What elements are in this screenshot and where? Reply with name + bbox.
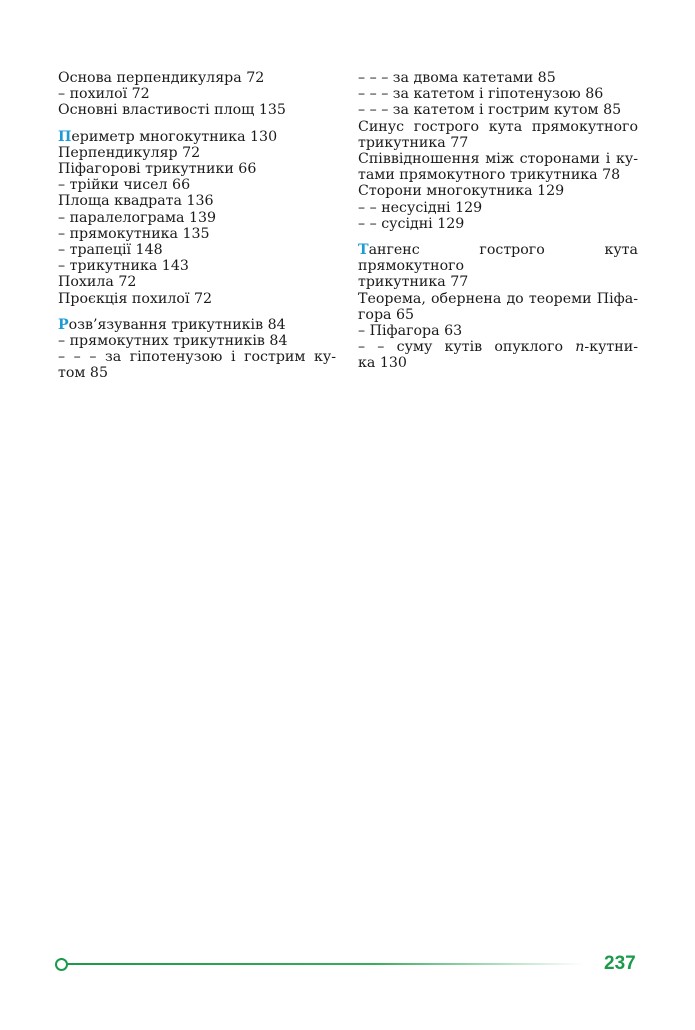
section-letter: Т xyxy=(358,242,369,259)
index-entry: Проєкція похилої 72 xyxy=(58,290,213,307)
index-entry: Співвідношення між сторонами і ку- xyxy=(358,151,638,168)
index-entry: трикутника 77 xyxy=(358,134,469,151)
index-entry: Синус гострого кута прямокутного xyxy=(358,118,638,135)
index-entry: Тангенс гострого кута прямокутного xyxy=(358,242,638,275)
index-entry: тами прямокутного трикутника 78 xyxy=(358,167,621,184)
index-entry: Основа перпендикуляра 72 xyxy=(58,70,265,86)
index-entry: – – несусідні 129 xyxy=(358,199,483,216)
index-column-left xyxy=(58,70,336,382)
index-entry: – – – за катетом і гострим кутом 85 xyxy=(358,102,622,119)
index-entry: – прямокутника 135 xyxy=(58,225,210,242)
index-entry: Площа квадрата 136 xyxy=(58,193,214,210)
footer-rule xyxy=(63,963,583,965)
index-entry: трикутника 77 xyxy=(358,274,469,291)
index-entry: Сторони многокутника 129 xyxy=(358,183,565,200)
index-entry: – трапеції 148 xyxy=(58,242,163,259)
footer-circle-ornament xyxy=(55,958,68,971)
index-entry: Похила 72 xyxy=(58,274,137,291)
index-entry: гора 65 xyxy=(358,306,415,323)
index-entry: Теорема, обернена до теореми Піфа- xyxy=(358,290,638,307)
index-entry: – – – за катетом і гіпотенузою 86 xyxy=(358,86,604,103)
index-entry: Перпендикуляр 72 xyxy=(58,144,201,161)
index-entry: Піфагорові трикутники 66 xyxy=(58,161,257,178)
index-entry: – Піфагора 63 xyxy=(358,323,463,340)
index-entry: – прямокутних трикутників 84 xyxy=(58,333,288,350)
index-entry: – похилої 72 xyxy=(58,86,150,103)
index-entry: – трикутника 143 xyxy=(58,258,189,275)
index-entry: ка 130 xyxy=(358,355,407,372)
section-letter: Р xyxy=(58,316,69,333)
index-column-right xyxy=(358,70,638,372)
page-number: 237 xyxy=(604,953,636,974)
index-entry: – трійки чисел 66 xyxy=(58,177,191,194)
index-entry: Розв’язування трикутників 84 xyxy=(58,316,286,333)
index-entry: том 85 xyxy=(58,365,108,382)
index-entry: – – – за двома катетами 85 xyxy=(358,70,556,86)
index-entry: – – суму кутів опуклого n-кутни- xyxy=(358,339,638,356)
section-letter: П xyxy=(58,128,72,145)
index-entry: Периметр многокутника 130 xyxy=(58,128,278,145)
index-entry: – – сусідні 129 xyxy=(358,215,465,232)
index-entry: Основні властивості площ 135 xyxy=(58,102,286,119)
math-variable: n xyxy=(575,339,585,356)
index-entry: – паралелограма 139 xyxy=(58,209,217,226)
index-entry: – – – за гіпотенузою і гострим ку- xyxy=(58,349,336,366)
